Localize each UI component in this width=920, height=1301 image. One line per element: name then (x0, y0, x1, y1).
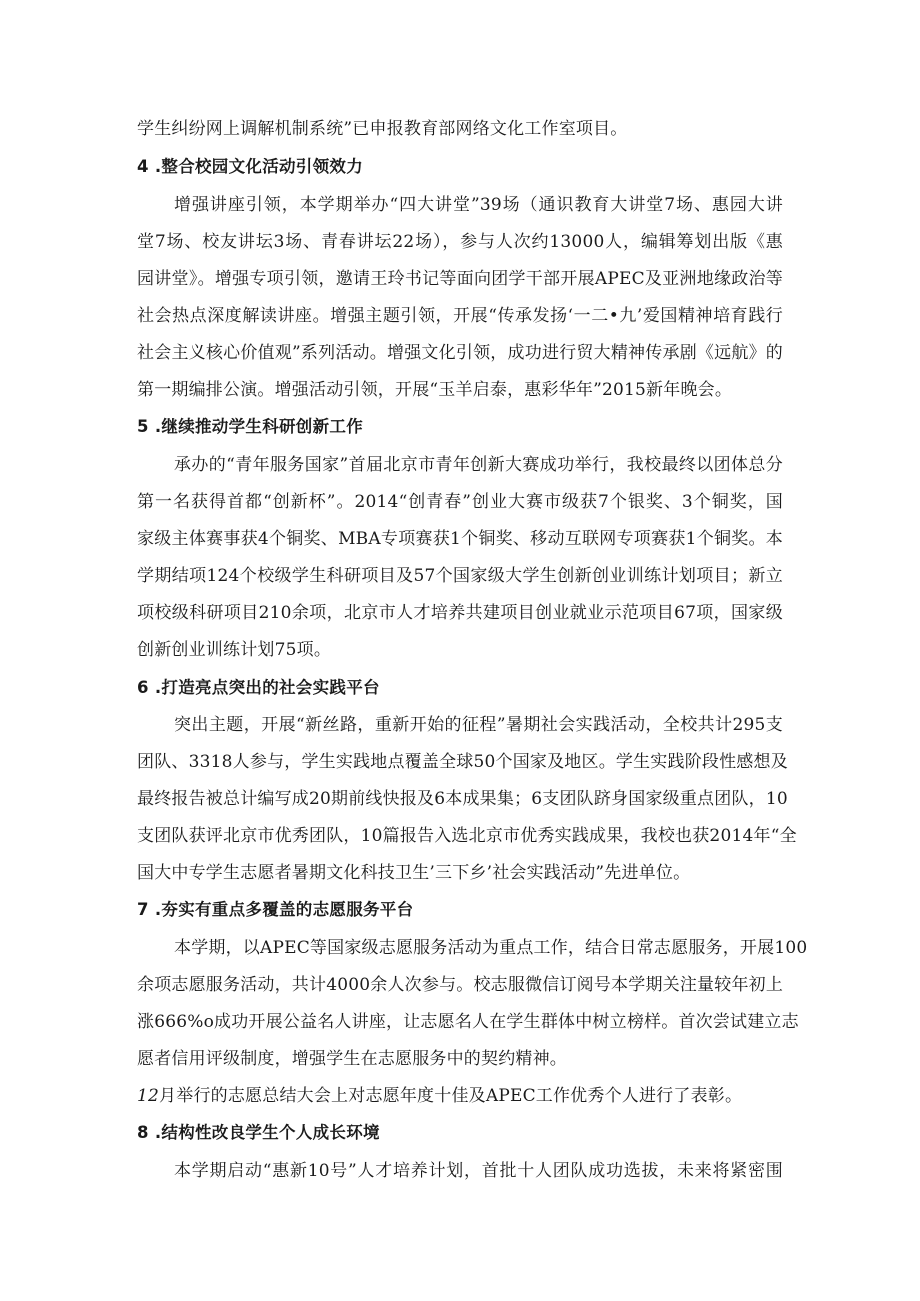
section-5-text-1: 承办的“青年服务国家”首届北京市青年创新大赛成功举行，我校最终以团体总分 (174, 455, 783, 475)
section-7-extra-rest: 月举行的志愿总结大会上对志愿年度十佳及APEC工作优秀个人进行了表彰。 (159, 1086, 743, 1106)
section-5-text-3: 家级主体赛事获4个铜奖、MBA专项赛获1个铜奖、移动互联网专项赛获1个铜奖。本 (137, 529, 783, 549)
section-6-line-4 (137, 824, 797, 848)
section-4-text-1: 增强讲座引领，本学期举办“四大讲堂”39场（通识教育大讲堂7场、惠园大讲 (174, 195, 783, 215)
section-4-line-3 (137, 267, 783, 291)
section-4-text-5: 社会主义核心价值观”系列活动。增强文化引领，成功进行贸大精神传承剧《远航》的 (137, 343, 783, 363)
section-4-text-4: 社会热点深度解读讲座。增强主题引领，开展“传承发扬‘一二•九’爱国精神培育践行 (137, 306, 783, 326)
section-5-text-2: 第一名获得首都“创新杯”。2014“创青春”创业大赛市级获7个银奖、3个铜奖，国 (137, 492, 783, 512)
section-5-line-3 (137, 527, 783, 551)
section-5-text-4: 学期结项124个校级学生科研项目及57个国家级大学生创新创业训练计划项目；新立 (137, 566, 783, 586)
section-6-line-5: 国大中专学生志愿者暑期文化科技卫生’三下乡’社会实践活动”先进单位。 (137, 863, 691, 883)
section-6-line-1 (174, 713, 783, 737)
section-4-line-5 (137, 341, 783, 365)
section-7-text-1: 本学期，以APEC等国家级志愿服务活动为重点工作，结合日常志愿服务，开展100 (174, 938, 808, 958)
section-8-heading: 8 .结构性改良学生个人成长环境 (137, 1123, 380, 1142)
section-7-line-1 (174, 936, 808, 960)
section-5-line-6: 创新创业训练计划75项。 (137, 640, 332, 660)
section-7-text-2: 余项志愿服务活动，共计4000余人次参与。校志服微信订阅号本学期关注量较年初上 (137, 975, 784, 995)
section-7-extra-line (137, 1084, 742, 1108)
section-6-line-2 (137, 750, 788, 774)
section-6-text-1: 突出主题，开展“新丝路，重新开始的征程”暑期社会实践活动，全校共计295支 (174, 715, 783, 735)
intro-line: 学生纠纷网上调解机制系统”已申报教育部网络文化工作室项目。 (137, 119, 628, 139)
section-7-heading: 7 .夯实有重点多覆盖的志愿服务平台 (137, 900, 414, 919)
section-5-line-4 (137, 564, 783, 588)
section-4-text-3: 园讲堂》。增强专项引领，邀请王玲书记等面向团学干部开展APEC及亚洲地缘政治等 (137, 269, 783, 289)
section-6-text-3: 最终报告被总计编写成20期前线快报及6本成果集；6支团队跻身国家级重点团队，10 (137, 789, 788, 809)
section-7-line-2 (137, 973, 783, 997)
section-6-text-4: 支团队获评北京市优秀团队，10篇报告入选北京市优秀实践成果，我校也获2014年“全 (137, 826, 797, 846)
section-7-line-4: 愿者信用评级制度，增强学生在志愿服务中的契约精神。 (137, 1049, 567, 1069)
section-5-line-5 (137, 601, 783, 625)
section-5-line-2 (137, 490, 783, 514)
section-7-extra-prefix: 12 (137, 1086, 160, 1106)
section-4-line-2 (137, 230, 783, 254)
section-6-heading: 6 .打造亮点突出的社会实践平台 (137, 678, 380, 697)
section-7-line-3 (137, 1010, 799, 1034)
section-5-heading: 5 .继续推动学生科研创新工作 (137, 417, 363, 436)
section-4-text-2: 堂7场、校友讲坛3场、青春讲坛22场），参与人次约13000人，编辑筹划出版《惠 (137, 232, 783, 252)
section-6-line-3 (137, 787, 788, 811)
section-7-text-3: 涨666%o成功开展公益名人讲座，让志愿名人在学生群体中树立榜样。首次尝试建立志 (137, 1012, 799, 1032)
section-5-text-5: 项校级科研项目210余项，北京市人才培养共建项目创业就业示范项目67项，国家级 (137, 603, 783, 623)
section-4-line-4 (137, 304, 783, 328)
section-8-text-1: 本学期启动“惠新10号”人才培养计划，首批十人团队成功选拔，未来将紧密围 (174, 1161, 783, 1181)
section-4-line-1 (174, 193, 783, 217)
section-8-line-1 (174, 1159, 783, 1183)
section-5-line-1 (174, 453, 783, 477)
section-4-heading: 4 .整合校园文化活动引领效力 (137, 157, 363, 176)
section-4-line-6: 第一期编排公演。增强活动引领，开展“玉羊启泰，惠彩华年”2015新年晚会。 (137, 380, 733, 400)
section-6-text-2: 团队、3318人参与，学生实践地点覆盖全球50个国家及地区。学生实践阶段性感想及 (137, 752, 788, 772)
